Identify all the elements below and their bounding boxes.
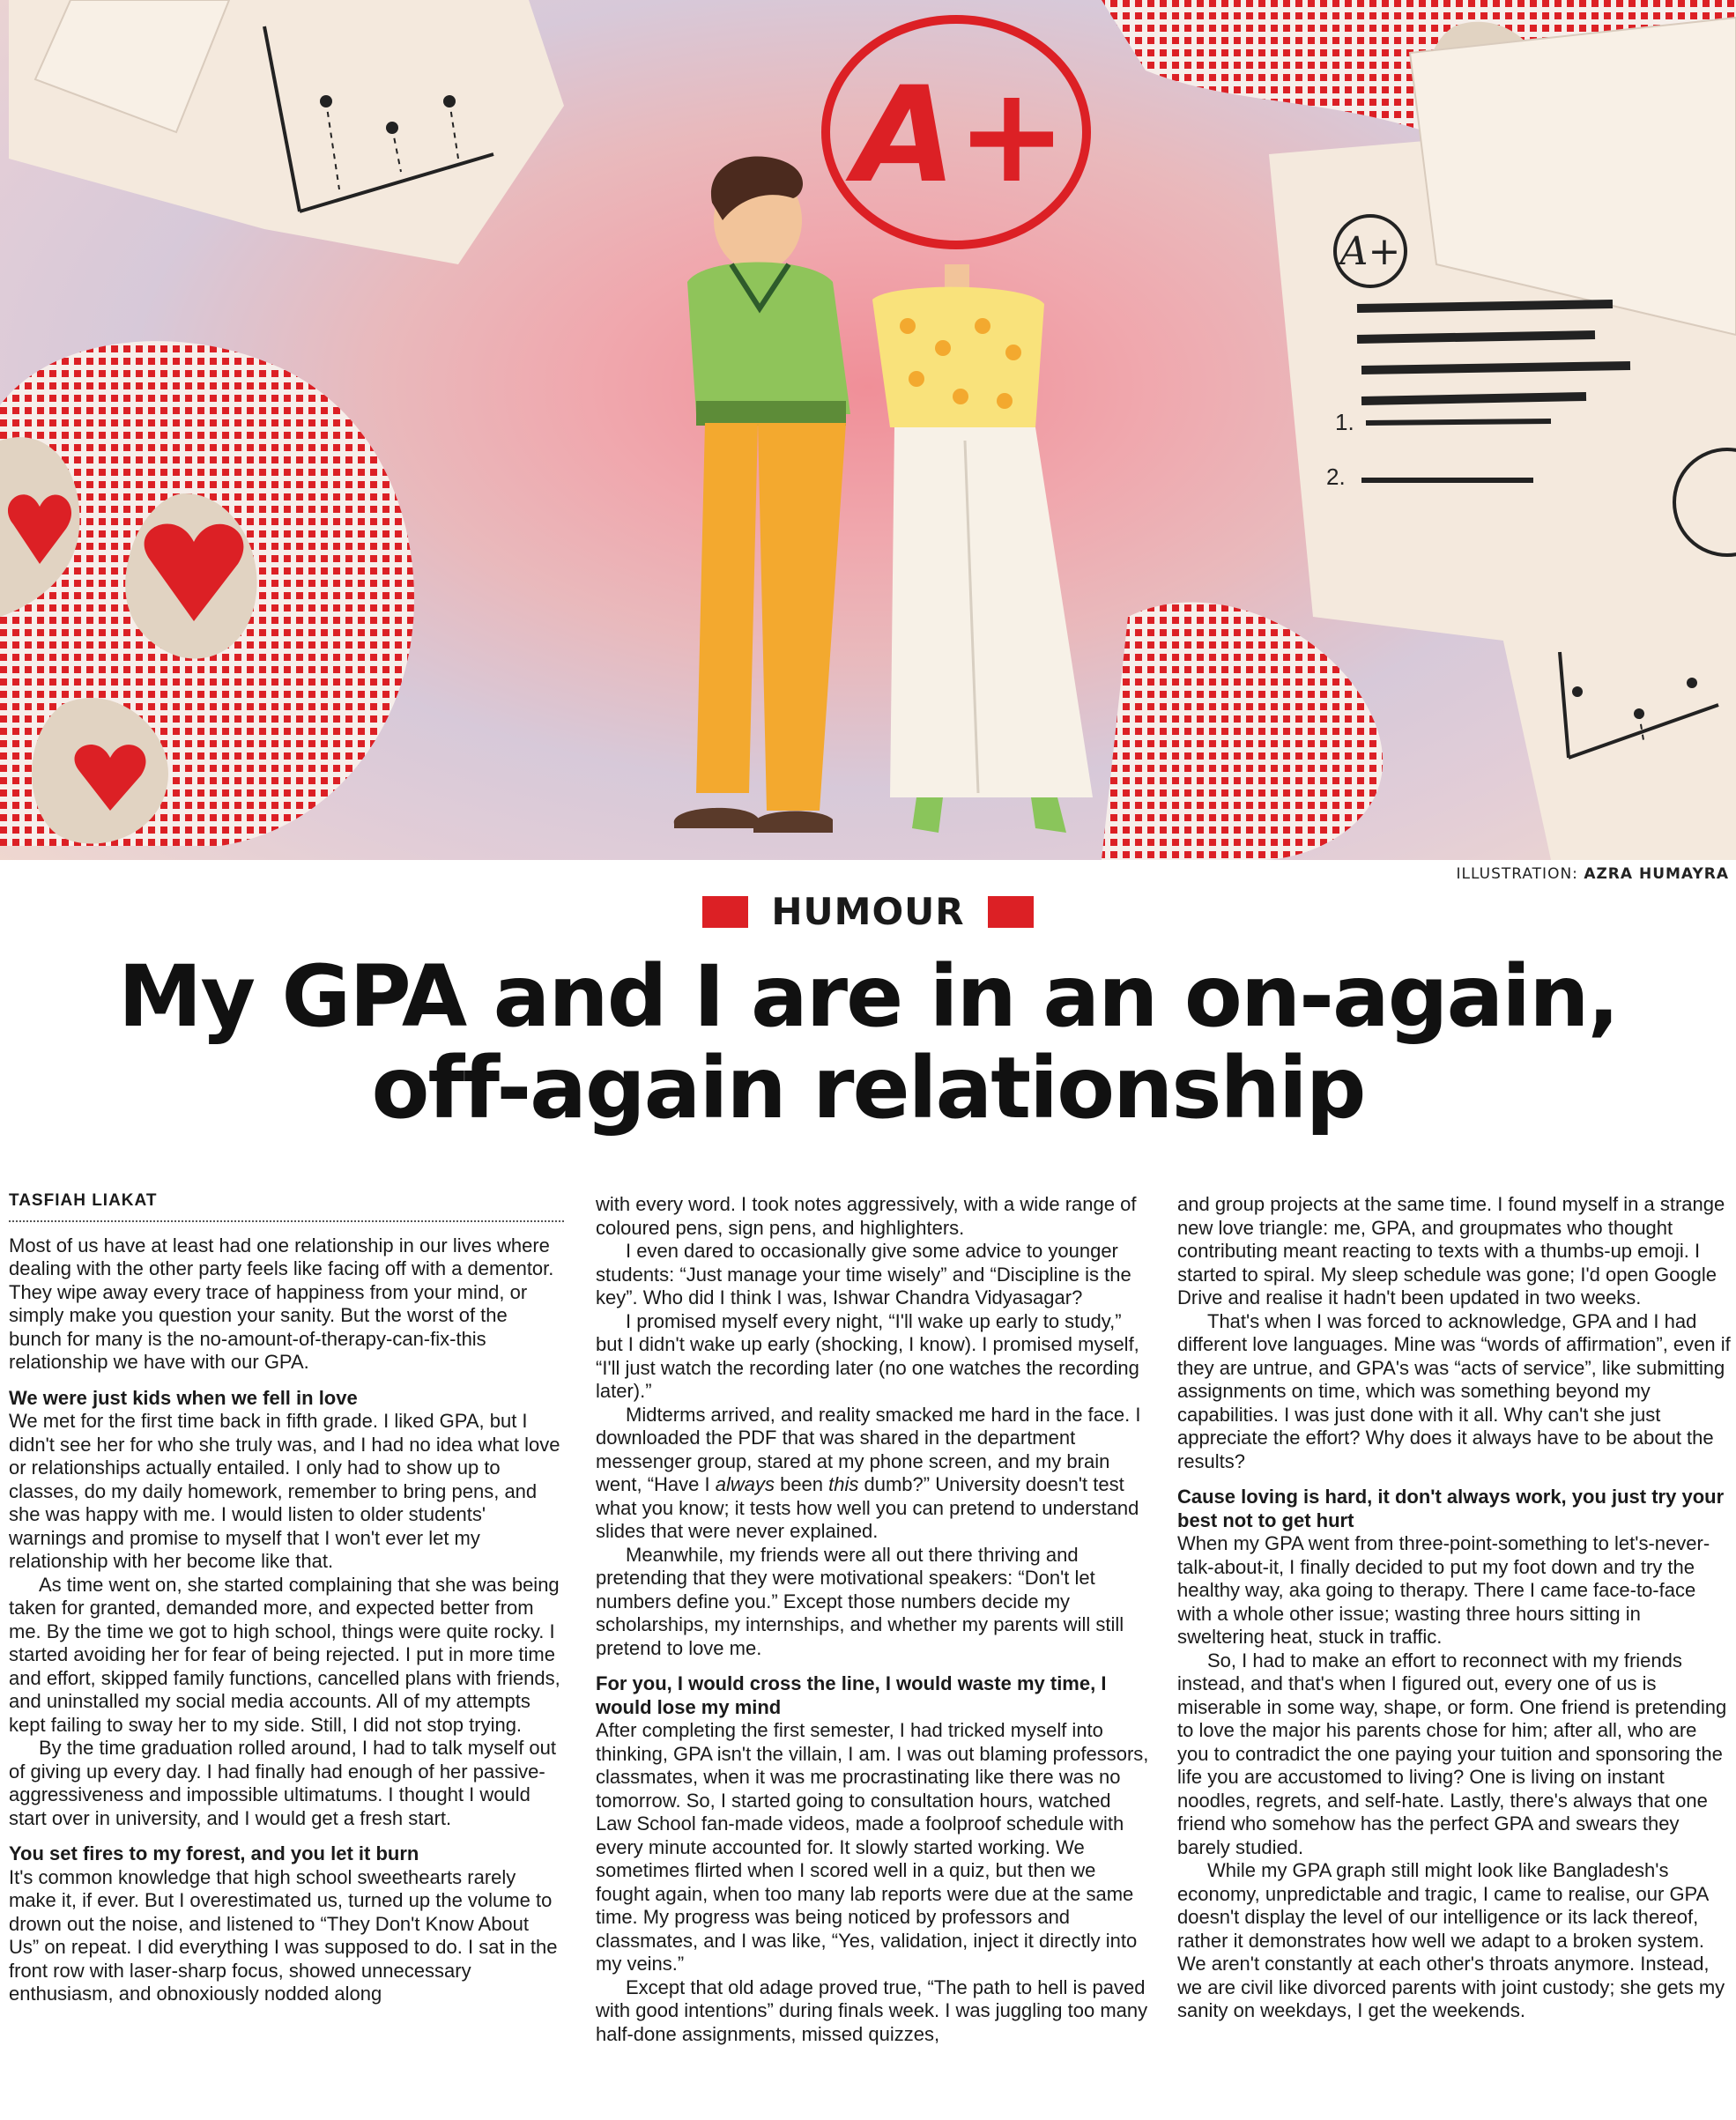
paragraph: So, I had to make an effort to reconnect with my friends instead, and that's when I figured out, every one of us is miserable in some way, shape, or form. One friend is pretending to love the major his parents chose for him; after all, who are you to contradict the one paying your tuition and sponsoring the life you are accustomed to living? One is living on instant noodles, regrets, and self-hate. Lastly, there's always that one friend who somehow has the perfect GPA and swears they barely studied. — [1177, 1649, 1727, 1858]
man-figure — [674, 156, 850, 833]
headline — [0, 947, 1736, 1138]
paragraph: That's when I was forced to acknowledge, GPA and I had different love languages. Mine was “words of affirmation”, even if they are untrue, and GPA's was “acts of service”, like submitting assignments on time, which was something beyond my capabilities. I was just done with it all. Why can't she just appreciate the effort? Why does it always have to be about the results? — [1177, 1309, 1731, 1472]
paragraph: Most of us have at least had one relationship in our lives where dealing with the other party feels like facing off with a dementor. They wipe away every trace of happiness from your mind, or simply make you question your sanity. But the worst of the bunch for many is the no-amount-of-therapy-can-fix-this relationship we have with our GPA. — [9, 1234, 554, 1373]
grade-badge — [826, 19, 1087, 245]
hero-illustration — [0, 0, 1736, 860]
byline: TASFIAH LIAKAT — [9, 1190, 564, 1222]
paragraph: Except that old adage proved true, “The path to hell is paved with good intentions” during finals week. I was juggling too many half-done assignments, missed quizzes, — [596, 1975, 1148, 2045]
list-number-2: 2. — [1326, 463, 1346, 490]
grade-badge-text: A+ — [854, 59, 1067, 212]
paragraph: We met for the first time back in fifth grade. I liked GPA, but I didn't see her for who she truly was, and I had no idea what love or relationships actually entailed. I only had to show up to classes, do my daily homework, remember to bring pens, and she was happy with me. I would listen to older students' warnings and promise to myself that I won't ever let my relationship with her become like that. — [9, 1410, 560, 1572]
paragraph: Meanwhile, my friends were all out there thriving and pretending that they were motivational speakers: “Don't let numbers define you.” Except those numbers decide my scholarships, my internships, and whether my parents will still pretend to love me. — [596, 1543, 1124, 1659]
paragraph: After completing the first semester, I had tricked myself into thinking, GPA isn't the villain, I am. I was out blaming professors, classmates, when it was me procrastinating like there was no tomorrow. So, I started going to consultation hours, watched Law School fan-made videos, made a foolproof schedule with every minute accounted for. It slowly started working. We sometimes flirted when I scored well in a quiz, but then we fought again, when too many lab reports were due at the same time. My progress was being noticed by professors and classmates, and I was like, “Yes, validation, inject it directly into my veins.” — [596, 1719, 1149, 1975]
gingham-hearts-left — [0, 341, 414, 846]
subheading: For you, I would cross the line, I would waste my time, I would lose my mind — [596, 1672, 1107, 1718]
text-run: Midterms arrived, and reality smacked me hard in the face. I downloaded the PDF that was shared in the department messenger group, stared at my phone screen, and my brain went, “Have I — [596, 1403, 1141, 1495]
paragraph — [596, 1404, 1151, 1544]
article-column-3 — [1177, 1193, 1732, 2023]
credit-name: AZRA HUMAYRA — [1584, 865, 1729, 883]
emphasis: this — [828, 1473, 859, 1495]
paragraph: By the time graduation rolled around, I had to talk myself out of giving up every day. I had finally had enough of her passive-aggressiveness and impossible ultimatums. I thought I would start over in university, and I would get a fresh start. — [9, 1737, 556, 1829]
paragraph: I even dared to occasionally give some advice to younger students: “Just manage your time wisely” and “Discipline is the key”. Who did I think I was, Ishwar Chandra Vidyasagar? — [596, 1240, 1131, 1308]
section-label — [0, 890, 1736, 933]
subheading: You set fires to my forest, and you let it burn — [9, 1842, 419, 1864]
paragraph: It's common knowledge that high school sweethearts rarely make it, if ever. But I overestimated us, turned up the volume to drown out the noise, and listened to “They Don't Know About Us” on repeat. I did everything I was supposed to do. I sat in the front row with laser-sharp focus, showed unnecessary enthusiasm, and obnoxiously nodded along — [9, 1865, 558, 2005]
section-label-text: HUMOUR — [771, 890, 965, 933]
woman-figure — [872, 264, 1093, 833]
paragraph: I promised myself every night, “I'll wake up early to study,” but I didn't wake up early (shocking, I know). I promised myself, “I'll just watch the recording later (no one watches the recording later).” — [596, 1309, 1139, 1402]
headline-line-2: off-again relationship — [371, 1038, 1365, 1138]
paragraph: While my GPA graph still might look like Bangladesh's economy, unpredictable and tragic, I came to realise, our GPA doesn't display the level of our intelligence or its lack thereof, rather it demonstrates how well we adapt to a broken system. We aren't constantly at each other's throats anymore. Instead, we are civil like divorced parents with joint custody; she gets my sanity on weekdays, I get the weekends. — [1177, 1859, 1725, 2021]
paragraph: When my GPA went from three-point-something to let's-never-talk-about-it, I finally decided to put my foot down and try the healthy way, aka going to therapy. There I came face-to-face with a whole other issue; wasting three hours sitting in sweltering heat, stuck in traffic. — [1177, 1532, 1710, 1648]
paper-grade: A+ — [1339, 229, 1401, 274]
illustration-canvas — [0, 0, 1736, 860]
subheading: Cause loving is hard, it don't always work, you just try your best not to get hurt — [1177, 1486, 1725, 1531]
emphasis: always — [715, 1473, 775, 1495]
headline-line-1: My GPA and I are in an on-again, — [117, 947, 1618, 1046]
credit-prefix: ILLUSTRATION: — [1456, 865, 1578, 883]
text-run: been — [774, 1473, 829, 1495]
illustration-credit — [1457, 865, 1729, 883]
article-column-2 — [596, 1193, 1151, 2046]
red-square-icon — [988, 896, 1034, 928]
gingham-bottom-right — [1102, 602, 1383, 860]
paragraph: As time went on, she started complaining that she was being taken for granted, demanded more, and expected better from me. By the time we got to high school, things were quite rocky. I started avoiding her for fear of being rejected. I put in more time and effort, skipped family functions, cancelled plans with friends, and uninstalled my social media accounts. All of my attempts kept failing to sway her to my side. Still, I did not stop trying. — [9, 1573, 560, 1736]
subheading: We were just kids when we fell in love — [9, 1386, 358, 1409]
text-run: dumb?” University doesn't test what you know; it tests how well you can pretend to understand slides that were never explained. — [596, 1473, 1139, 1542]
list-number-1: 1. — [1335, 409, 1354, 435]
red-square-icon — [702, 896, 748, 928]
paragraph: and group projects at the same time. I found myself in a strange new love triangle: me, GPA, and groupmates who thought contributing meant reacting to texts with a thumbs-up emoji. I started to spiral. My sleep schedule was gone; I'd open Google Drive and realise it hadn't been updated in two weeks. — [1177, 1193, 1725, 1308]
article-column-1 — [9, 1190, 564, 2006]
paragraph: with every word. I took notes aggressively, with a wide range of coloured pens, sign pens, and highlighters. — [596, 1193, 1137, 1239]
paper-top-left — [9, 0, 564, 264]
